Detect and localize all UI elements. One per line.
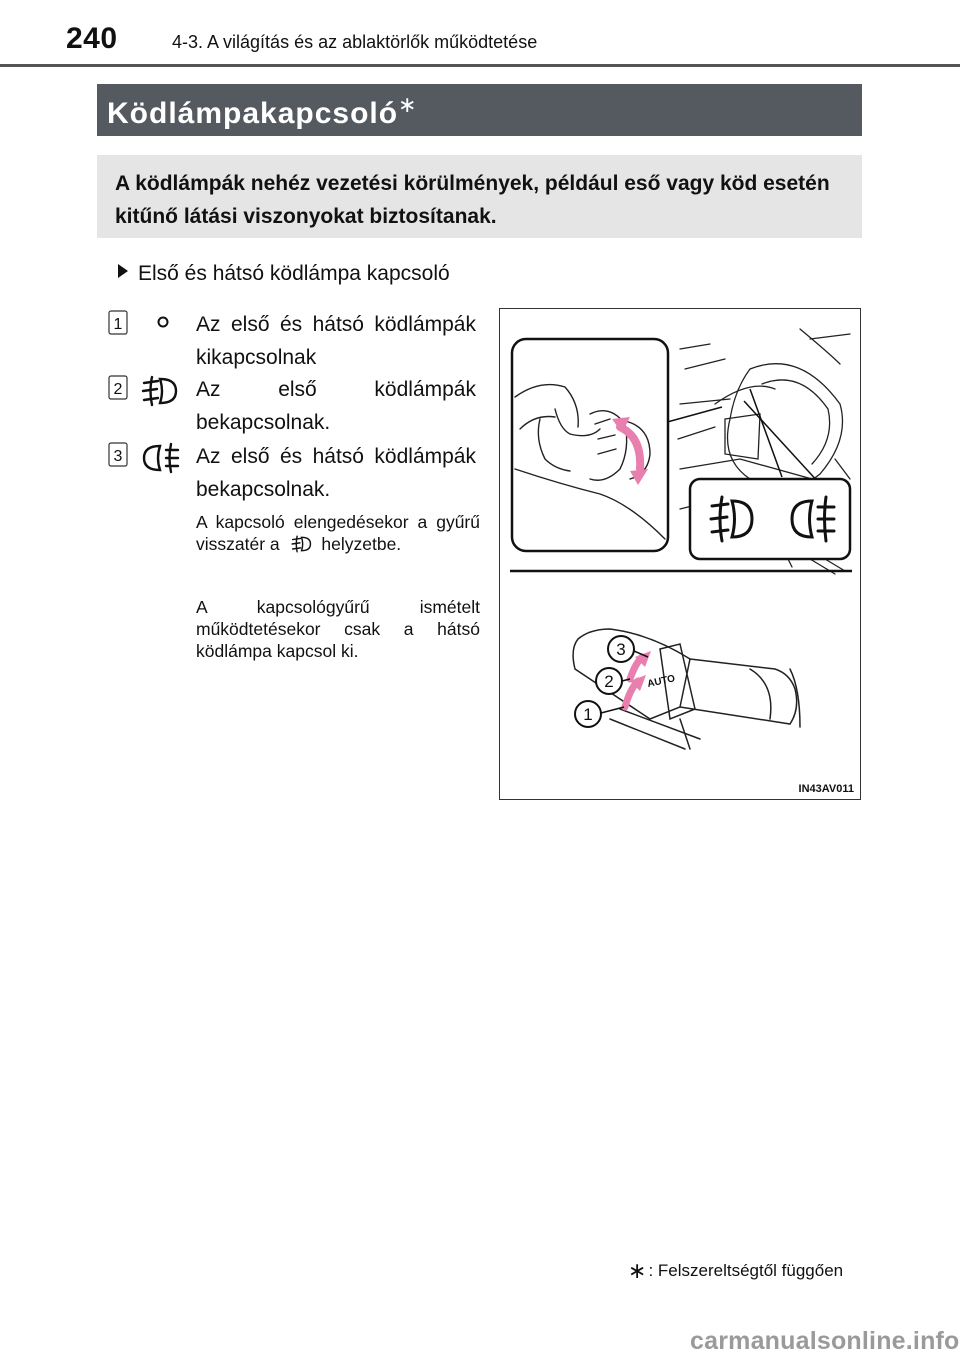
item-text-2: Az első ködlámpák bekapcsolnak.: [196, 378, 476, 434]
figure-fog-switch: [499, 308, 861, 800]
off-circle-icon: [155, 314, 171, 330]
section-title-bar: [97, 84, 862, 136]
note-release: [196, 511, 480, 555]
page-number: 240: [66, 22, 118, 55]
subheading-text: Első és hátsó ködlámpa kapcsoló: [138, 262, 450, 285]
watermark: carmanualsonline.info: [690, 1327, 960, 1355]
footnote-text: : Felszereltségtől függően: [648, 1261, 844, 1280]
rear-fog-light-icon: [140, 440, 182, 476]
callout-3: 3: [616, 640, 626, 659]
intro-text: A ködlámpák nehéz vezetési körülmények, például eső vagy köd esetén kitűnő látási viszonyokat biztosítanak.: [115, 172, 830, 228]
note-release-text-a: A kapcsoló elengedésekor a gyűrű visszatér a: [196, 512, 480, 554]
callout-2: 2: [604, 672, 614, 691]
note-release-text-b: helyzetbe.: [321, 534, 402, 554]
header-rule: [0, 64, 960, 67]
lever-auto-label: AUTO: [646, 673, 677, 690]
running-header: 4-3. A világítás és az ablaktörlők működtetése: [172, 32, 538, 52]
intro-box: [97, 155, 862, 238]
item-number-2: [108, 375, 130, 401]
title-asterisk: ∗: [398, 92, 418, 117]
subheading: [118, 262, 450, 286]
item-number-1-text: 1: [113, 316, 123, 333]
footnote: [628, 1258, 843, 1284]
item-number-1: [108, 310, 130, 336]
item-number-3: [108, 442, 130, 468]
item-number-2-text: 2: [113, 381, 123, 398]
front-fog-light-inline-icon: [288, 534, 314, 554]
callout-1: 1: [583, 705, 593, 724]
item-text-1: Az első és hátsó ködlámpák kikapcsolnak: [196, 313, 476, 369]
item-text-3: Az első és hátsó ködlámpák bekapcsolnak.: [196, 445, 476, 501]
section-title: [107, 92, 418, 131]
section-title-text: Ködlámpakapcsoló: [107, 97, 399, 130]
note-repeat: A kapcsológyűrű ismételt működtetésekor csak a hátsó ködlámpa kapcsol ki.: [196, 597, 480, 661]
fog-switch-illustration: [500, 309, 860, 799]
triangle-bullet-icon: [118, 264, 128, 278]
item-number-3-text: 3: [113, 448, 123, 465]
front-fog-light-icon: [138, 373, 180, 409]
figure-code: IN43AV011: [798, 783, 854, 795]
footnote-asterisk: ∗: [628, 1258, 647, 1283]
